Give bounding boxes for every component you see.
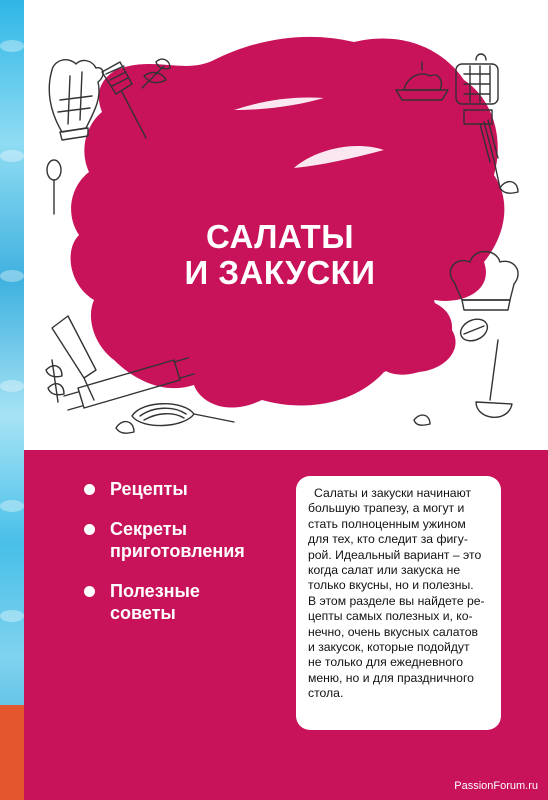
spoon-icon (47, 160, 61, 214)
ladle-icon (476, 340, 512, 417)
knife-icon (52, 316, 96, 400)
feature-item-secrets (84, 518, 284, 562)
section-title-line1: САЛАТЫ (205, 218, 355, 255)
left-color-strip (0, 0, 24, 800)
feature-label: Полезные советы (110, 581, 200, 623)
section-title-line2: И ЗАКУСКИ (184, 254, 376, 291)
herb-left-icon (46, 360, 64, 402)
lemon-icon (457, 315, 491, 345)
description-box (296, 476, 501, 730)
whisk-icon (132, 404, 234, 426)
orange-edge-tab (0, 705, 24, 800)
feature-list (84, 478, 284, 642)
bullet-icon (84, 524, 95, 535)
leaf-bottom-icon (116, 415, 430, 433)
description-text: Салаты и закуски начинают большую трапезу, а могут и стать полноценным ужином для тех, кто следит за фигу- рой. Идеальный вариант – это когда салат или закуска не только вкусны, но и полезны. В этом разделе вы найдете ре- цепты самых полезных и, ко- нечно, очень вкусных салатов и закусок, которые подойдут не только для ежедневного меню, но и для праздничного стола. (308, 486, 485, 701)
bullet-icon (84, 586, 95, 597)
feature-item-tips (84, 580, 284, 624)
feature-label: Рецепты (110, 479, 188, 499)
watermark: PassionForum.ru (454, 780, 538, 792)
feature-label: Секреты приготовления (110, 519, 245, 561)
feature-item-recipes (84, 478, 284, 500)
bullet-icon (84, 484, 95, 495)
leaf-icon (500, 182, 518, 194)
